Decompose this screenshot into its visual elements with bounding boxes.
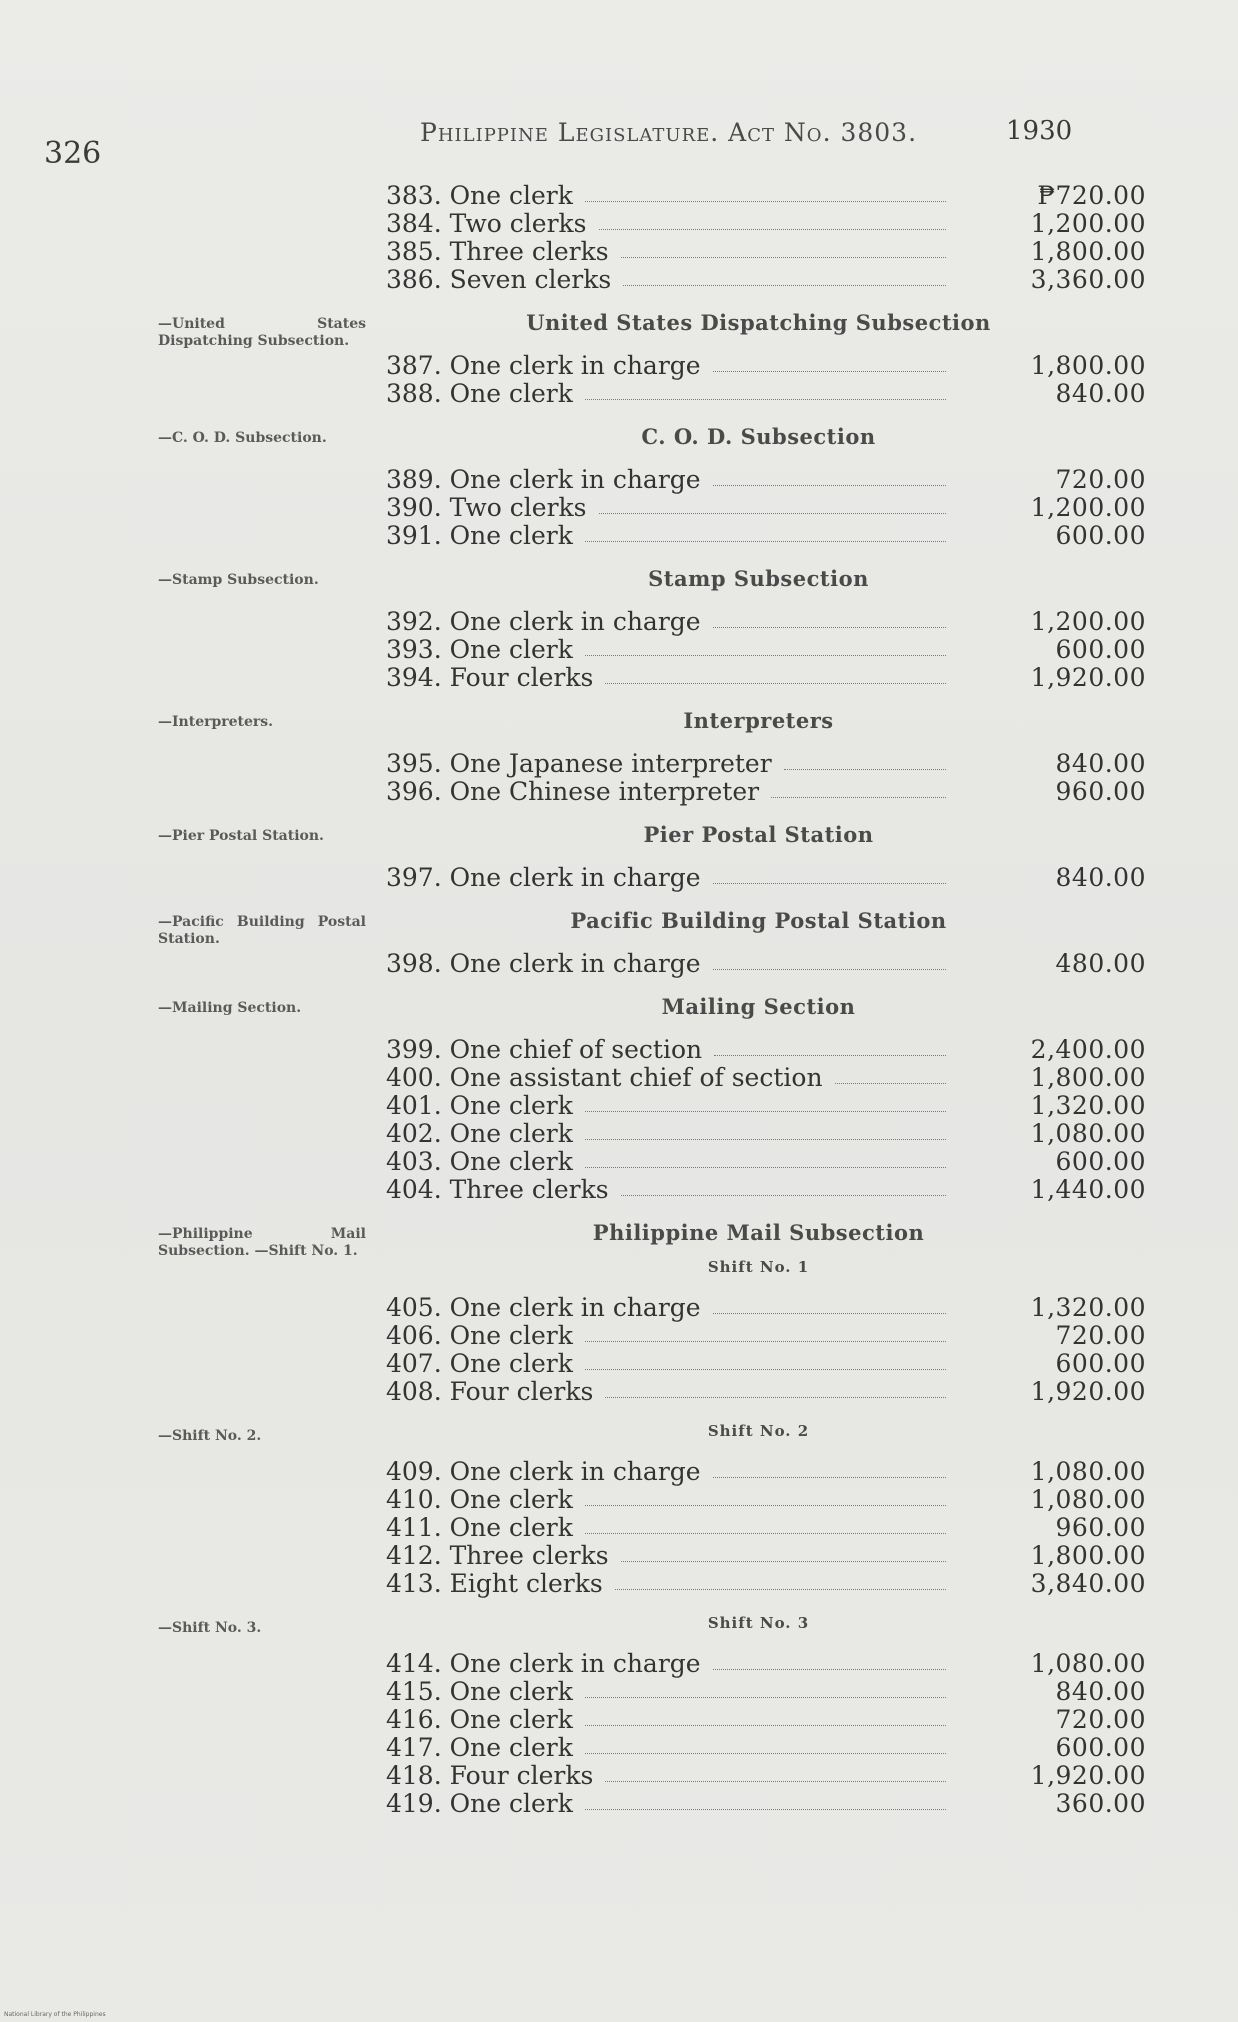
entry-list [386,1036,1146,1204]
item-amount: 1,920.00 [1030,1377,1146,1406]
list-item [386,352,1146,380]
list-item [386,1790,1146,1818]
list-item [386,864,1146,892]
entry-list [386,352,1146,408]
section-heading: Pier Postal Station [643,822,874,847]
leader-dots [585,1350,946,1370]
list-item [386,778,1146,806]
leader-dots [621,238,946,258]
leader-dots [713,950,946,970]
leader-dots [605,664,946,684]
list-item [386,1378,1146,1406]
entry-list [386,1650,1146,1818]
item-amount: 1,440.00 [1030,1175,1146,1204]
entry-list [386,864,1146,892]
item-amount: 1,080.00 [1030,1649,1146,1678]
item-text: 388. One clerk [386,380,573,408]
item-amount: 720.00 [1055,1705,1146,1734]
list-item [386,664,1146,692]
item-amount: 600.00 [1055,1349,1146,1378]
list-item [386,636,1146,664]
item-amount: 1,080.00 [1030,1457,1146,1486]
leader-dots [605,1378,946,1398]
entry-list [386,1458,1146,1598]
item-amount: 840.00 [1055,1677,1146,1706]
item-text: 416. One clerk [386,1706,573,1734]
section-heading: Stamp Subsection [648,566,869,591]
list-item [386,1322,1146,1350]
list-item [386,182,1146,210]
item-text: 383. One clerk [386,182,573,210]
item-amount: 1,200.00 [1030,607,1146,636]
list-item [386,1542,1146,1570]
margin-note: —Stamp Subsection. [158,572,319,588]
item-text: 384. Two clerks [386,210,587,238]
item-amount: 600.00 [1055,1147,1146,1176]
section-heading: Mailing Section [661,994,856,1019]
list-item [386,1176,1146,1204]
scan-footer: National Library of the Philippines [4,2011,106,2018]
leader-dots [585,1486,946,1506]
item-text: 390. Two clerks [386,494,587,522]
entry-list [386,608,1146,692]
item-amount: 840.00 [1055,379,1146,408]
margin-note: —C. O. D. Subsection. [158,430,327,446]
leader-dots [623,266,946,286]
header-year: 1930 [1006,116,1073,146]
item-text: 394. Four clerks [386,664,594,692]
item-text: 407. One clerk [386,1350,573,1378]
margin-note: —Shift No. 2. [158,1428,262,1444]
page-header [0,112,1238,171]
item-amount: 1,800.00 [1030,1063,1146,1092]
item-text: 386. Seven clerks [386,266,612,294]
item-text: 399. One chief of section [386,1036,703,1064]
list-item [386,1678,1146,1706]
leader-dots [713,1458,946,1478]
item-text: 412. Three clerks [386,1542,609,1570]
margin-note: —Mailing Section. [158,1000,302,1016]
leader-dots [713,466,946,486]
item-text: 419. One clerk [386,1790,573,1818]
margin-note: —Pier Postal Station. [158,828,324,844]
item-amount: 1,800.00 [1030,237,1146,266]
item-text: 411. One clerk [386,1514,573,1542]
item-text: 409. One clerk in charge [386,1458,701,1486]
section-heading: United States Dispatching Subsection [526,310,991,335]
item-text: 400. One assistant chief of section [386,1064,823,1092]
item-amount: 600.00 [1055,521,1146,550]
item-amount: 1,920.00 [1030,1761,1146,1790]
leader-dots [605,1762,946,1782]
item-amount: 720.00 [1055,465,1146,494]
list-item [386,950,1146,978]
running-title: Philippine Legislature. Act No. 3803. [420,118,918,147]
item-text: 391. One clerk [386,522,573,550]
leader-dots [585,1322,946,1342]
item-text: 406. One clerk [386,1322,573,1350]
list-item [386,380,1146,408]
item-amount: 1,200.00 [1030,209,1146,238]
entry-list [386,750,1146,806]
entry-list [386,950,1146,978]
item-amount: 1,080.00 [1030,1119,1146,1148]
margin-note: —United States Dispatching Subsection. [158,316,366,349]
entry-list [386,1294,1146,1406]
item-text: 397. One clerk in charge [386,864,701,892]
leader-dots [599,210,946,230]
list-item [386,1350,1146,1378]
list-item [386,1120,1146,1148]
item-text: 392. One clerk in charge [386,608,701,636]
shift-heading: Shift No. 3 [707,1614,810,1632]
leader-dots [771,778,946,798]
list-item [386,1570,1146,1598]
item-amount: 720.00 [1055,1321,1146,1350]
item-text: 389. One clerk in charge [386,466,701,494]
item-text: 401. One clerk [386,1092,573,1120]
item-text: 414. One clerk in charge [386,1650,701,1678]
list-item [386,238,1146,266]
leader-dots [585,522,946,542]
leader-dots [585,1120,946,1140]
list-item [386,750,1146,778]
item-amount: ₱720.00 [1037,181,1146,210]
leader-dots [585,182,946,202]
section-heading: Pacific Building Postal Station [570,908,947,933]
item-text: 408. Four clerks [386,1378,594,1406]
leader-dots [585,1678,946,1698]
leader-dots [615,1570,946,1590]
leader-dots [784,750,946,770]
item-text: 404. Three clerks [386,1176,609,1204]
item-text: 395. One Japanese interpreter [386,750,772,778]
item-amount: 360.00 [1055,1789,1146,1818]
margin-note: —Interpreters. [158,714,274,730]
item-text: 402. One clerk [386,1120,573,1148]
item-amount: 1,320.00 [1030,1091,1146,1120]
leader-dots [585,1092,946,1112]
item-text: 410. One clerk [386,1486,573,1514]
item-amount: 1,320.00 [1030,1293,1146,1322]
leader-dots [713,608,946,628]
leader-dots [713,1294,946,1314]
item-amount: 1,800.00 [1030,351,1146,380]
list-item [386,1064,1146,1092]
leader-dots [621,1176,946,1196]
item-amount: 480.00 [1055,949,1146,978]
item-text: 413. Eight clerks [386,1570,603,1598]
leader-dots [835,1064,946,1084]
item-text: 385. Three clerks [386,238,609,266]
margin-note: —Shift No. 3. [158,1620,262,1636]
item-text: 393. One clerk [386,636,573,664]
shift-heading: Shift No. 2 [707,1422,810,1440]
list-item [386,266,1146,294]
list-item [386,494,1146,522]
page-number: 326 [44,136,102,171]
item-text: 405. One clerk in charge [386,1294,701,1322]
list-item [386,1294,1146,1322]
leader-dots [585,1790,946,1810]
item-amount: 600.00 [1055,1733,1146,1762]
section-heading: C. O. D. Subsection [641,424,876,449]
margin-note: —Pacific Building Postal Station. [158,914,366,947]
list-item [386,1514,1146,1542]
item-amount: 3,840.00 [1030,1569,1146,1598]
item-amount: 1,800.00 [1030,1541,1146,1570]
leader-dots [713,352,946,372]
list-item [386,1706,1146,1734]
list-item [386,1762,1146,1790]
item-amount: 3,360.00 [1030,265,1146,294]
list-item [386,1092,1146,1120]
item-amount: 960.00 [1055,1513,1146,1542]
item-text: 396. One Chinese interpreter [386,778,760,806]
list-item [386,210,1146,238]
list-item [386,1036,1146,1064]
leader-dots [585,1734,946,1754]
leader-dots [585,636,946,656]
leader-dots [585,1514,946,1534]
list-item [386,1458,1146,1486]
list-item [386,608,1146,636]
item-amount: 1,920.00 [1030,663,1146,692]
item-amount: 600.00 [1055,635,1146,664]
leader-dots [585,1706,946,1726]
item-amount: 1,200.00 [1030,493,1146,522]
item-text: 417. One clerk [386,1734,573,1762]
margin-note: —Philippine Mail Subsection. —Shift No. 1. [158,1226,366,1259]
item-text: 403. One clerk [386,1148,573,1176]
list-item [386,1148,1146,1176]
shift-heading: Shift No. 1 [707,1258,810,1276]
list-item [386,1486,1146,1514]
leader-dots [713,1650,946,1670]
list-item [386,522,1146,550]
item-amount: 960.00 [1055,777,1146,806]
leader-dots [585,1148,946,1168]
item-amount: 2,400.00 [1030,1035,1146,1064]
item-amount: 840.00 [1055,749,1146,778]
leader-dots [599,494,946,514]
entry-list [386,182,1146,294]
section-heading: Philippine Mail Subsection [592,1220,925,1245]
entry-list [386,466,1146,550]
item-amount: 1,080.00 [1030,1485,1146,1514]
section-heading: Interpreters [683,708,834,733]
list-item [386,1650,1146,1678]
leader-dots [585,380,946,400]
list-item [386,1734,1146,1762]
leader-dots [713,864,946,884]
item-text: 398. One clerk in charge [386,950,701,978]
leader-dots [714,1036,946,1056]
list-item [386,466,1146,494]
item-amount: 840.00 [1055,863,1146,892]
item-text: 418. Four clerks [386,1762,594,1790]
item-text: 387. One clerk in charge [386,352,701,380]
item-text: 415. One clerk [386,1678,573,1706]
leader-dots [621,1542,946,1562]
